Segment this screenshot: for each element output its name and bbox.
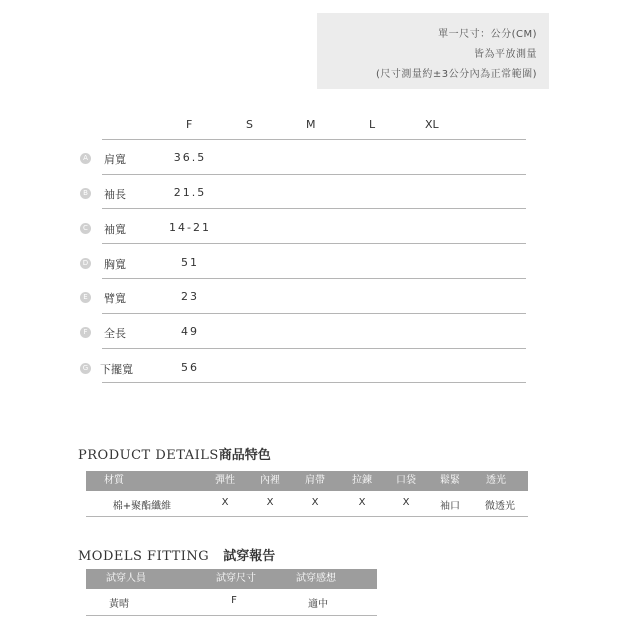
measurement-note [317,13,549,89]
row-badge: F [80,327,91,338]
value-feedback: 適中 [308,599,328,610]
models-fitting-title-en: MODELS FITTING [78,549,210,564]
value-material: 棉+聚酯纖維 [112,501,172,512]
row-badge: D [80,258,91,269]
value-model: 黃晴 [109,599,129,610]
models-fitting-divider [86,615,377,616]
row-badge: E [80,292,91,303]
value-pocket: X [402,497,410,508]
row-value: 21.5 [173,186,207,199]
row-value: 51 [181,256,199,269]
row-badge: A [80,153,91,164]
product-details-title-zh: 商品特色 [218,448,271,463]
size-divider [102,174,526,175]
size-header-s: S [246,118,253,131]
product-details-title [78,444,271,463]
size-divider [102,313,526,314]
value-sheerness: 微透光 [485,501,515,512]
size-header-f: F [186,118,193,131]
row-value: 14-21 [169,221,211,234]
product-details-header-bar [86,471,528,491]
row-label: 袖寬 [104,223,126,236]
size-divider [102,243,526,244]
header-elastic: 鬆緊 [440,475,460,486]
value-size-tried: F [231,595,237,606]
value-straps: X [311,497,319,508]
note-tolerance: (尺寸測量約±3公分內為正常範圍) [375,69,537,80]
row-value: 23 [181,290,199,303]
header-feedback: 試穿感想 [296,573,336,584]
header-lining: 內裡 [260,475,280,486]
row-label: 肩寬 [104,153,126,166]
note-method: 皆為平放測量 [474,49,537,60]
models-fitting-header-bar [86,569,377,589]
product-details-divider [86,516,528,517]
size-header-l: L [369,118,376,131]
row-label: 下擺寬 [100,363,133,376]
header-size-tried: 試穿尺寸 [216,573,256,584]
size-divider [102,278,526,279]
row-label: 臂寬 [104,292,126,305]
header-model: 試穿人員 [106,573,146,584]
note-unit: 單一尺寸：公分(CM) [438,29,537,40]
row-label: 胸寬 [104,258,126,271]
row-value: 36.5 [173,151,207,164]
value-elasticity: X [221,497,229,508]
models-fitting-title-zh: 試穿報告 [223,549,276,564]
header-material: 材質 [104,475,124,486]
models-fitting-title [78,545,275,564]
row-badge: C [80,223,91,234]
size-divider [102,139,526,140]
row-value: 56 [181,361,199,374]
header-straps: 肩帶 [305,475,325,486]
row-badge: G [80,363,91,374]
header-sheerness: 透光 [486,475,506,486]
header-zipper: 拉鍊 [352,475,372,486]
row-label: 全長 [104,327,126,340]
row-value: 49 [181,325,199,338]
row-badge: B [80,188,91,199]
value-zipper: X [358,497,366,508]
size-header-xl: XL [425,118,439,131]
size-header-m: M [306,118,316,131]
value-lining: X [266,497,274,508]
value-elastic: 袖口 [440,501,460,512]
size-divider [102,208,526,209]
header-elasticity: 彈性 [215,475,235,486]
size-divider [102,348,526,349]
product-details-title-en: PRODUCT DETAILS [78,448,219,463]
row-label: 袖長 [104,188,126,201]
size-divider [102,382,526,383]
header-pocket: 口袋 [396,475,416,486]
